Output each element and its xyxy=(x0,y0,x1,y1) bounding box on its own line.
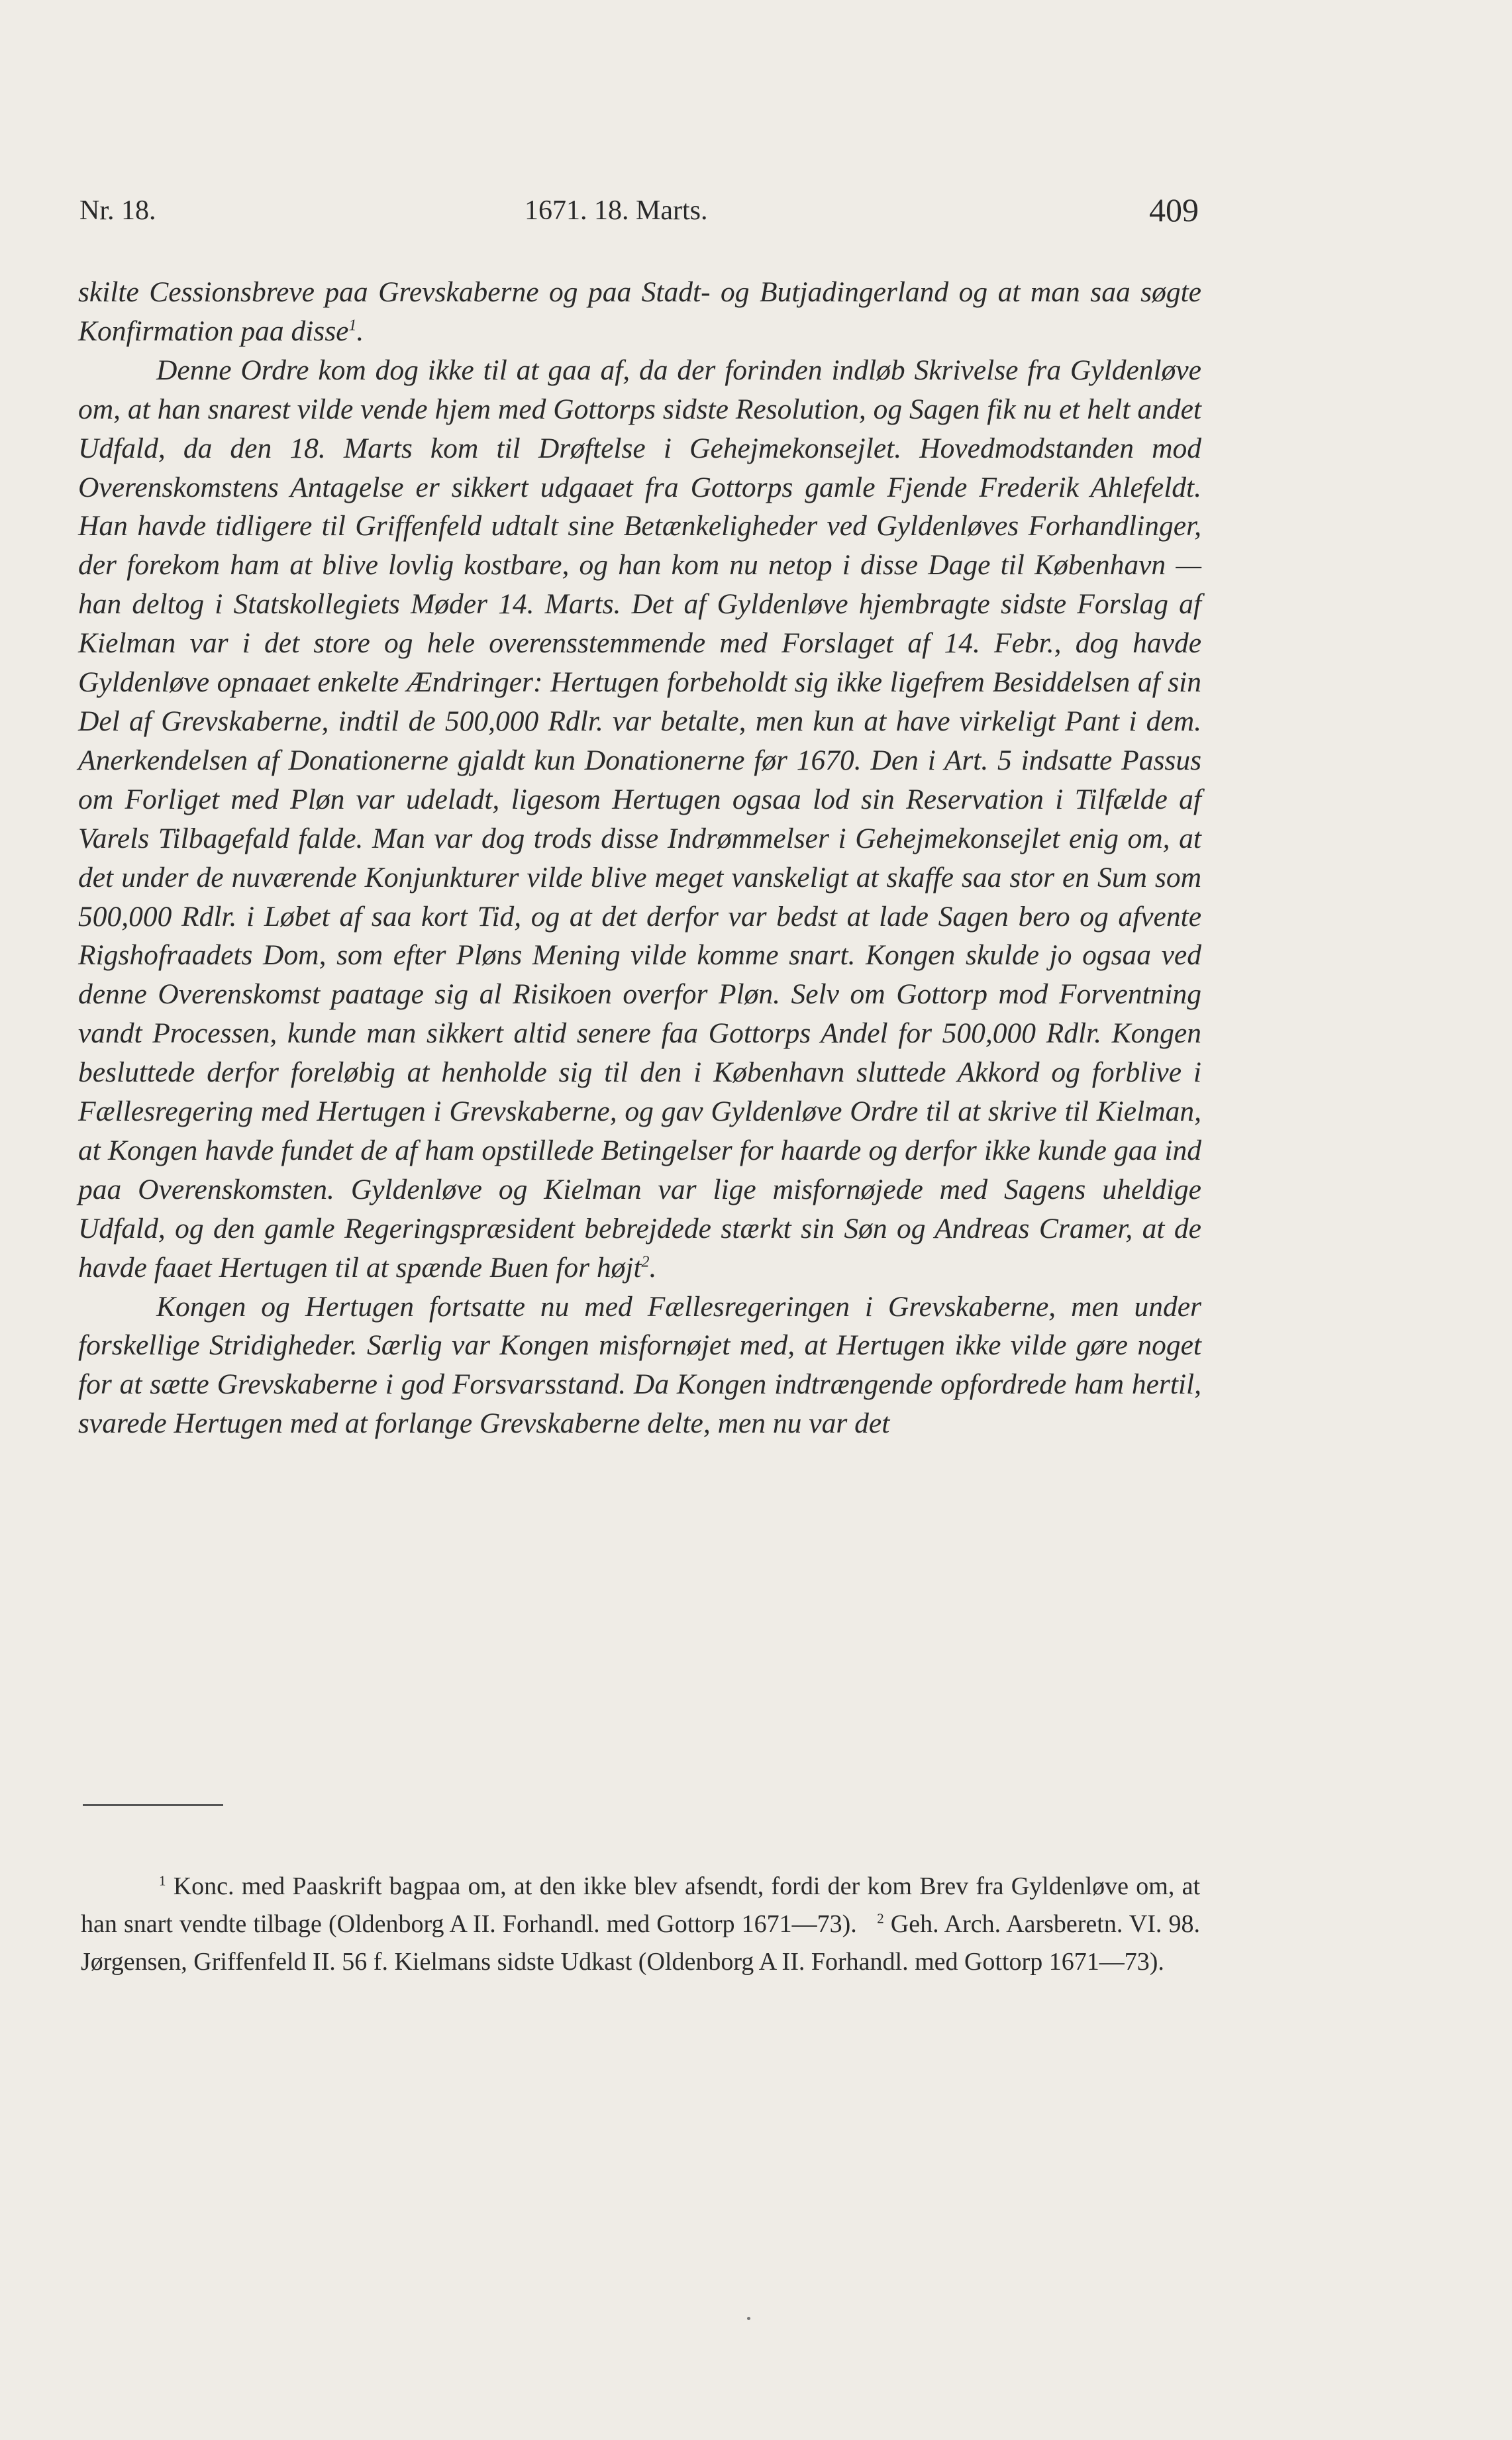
paragraph-2-text: Denne Ordre kom dog ikke til at gaa af, da der forinden indløb Skrivelse fra Gyldenløve om, at han snarest vilde vende hjem med Gottorps sidste Resolution, og Sagen fik nu et helt andet Udfald, da den 18. Marts kom til Drøftelse i Gehejmekonsejlet. Hovedmodstanden mod Overenskomstens Antagelse er sikkert udgaaet fra Gottorps gamle Fjende Frederik Ahlefeldt. Han havde tidligere til Griffenfeld udtalt sine Betænkeligheder ved Gyldenløves Forhandlinger, der forekom ham at blive lovlig kostbare, og han kom nu netop i disse Dage til København — han deltog i Statskollegiets Møder 14. Marts. Det af Gyldenløve hjembragte sidste Forslag af Kielman var i det store og hele overensstemmende med Forslaget af 14. Febr., dog havde Gyldenløve opnaaet enkelte Ændringer: Hertugen forbeholdt sig ikke ligefrem Besiddelsen af sin Del af Grevskaberne, indtil de 500,000 Rdlr. var betalte, men kun at have virkeligt Pant i dem. Anerkendelsen af Donationerne gjaldt kun Donationerne før 1670. Den i Art. 5 indsatte Passus om Forliget med Pløn var udeladt, ligesom Hertugen ogsaa lod sin Reservation i Tilfælde af Varels Tilbagefald falde. Man var dog trods disse Indrømmelser i Gehejmekonsejlet enig om, at det under de nuværende Konjunkturer vilde blive meget vanskeligt at skaffe saa stor en Sum som 500,000 Rdlr. i Løbet af saa kort Tid, og at det derfor var bedst at lade Sagen bero og afvente Rigshofraadets Dom, som efter Pløns Mening vilde komme snart. Kongen skulde jo ogsaa ved denne Overenskomst paatage sig al Risikoen overfor Pløn. Selv om Gottorp mod Forventning vandt Processen, kunde man sikkert altid senere faa Gottorps Andel for 500,000 Rdlr. Kongen besluttede derfor foreløbig at henholde sig til den i København sluttede Akkord og forblive i Fællesregering med Hertugen i Grevskaberne, og gav Gyldenløve Ordre til at skrive til Kielman, at Kongen havde fundet de af ham opstillede Betingelser for haarde og derfor ikke kunde gaa ind paa Overenskomsten. Gyldenløve og Kielman var lige misfornøjede med Sagens uheldige Udfald, og den gamle Regeringspræsident bebrejdede stærkt sin Søn og Andreas Cramer, at de havde faaet Hertugen til at spænde Buen for højt xyxy=(78,354,1201,1284)
page-number: 409 xyxy=(1149,191,1199,229)
paragraph-1-end: . xyxy=(356,315,364,347)
document-number: Nr. 18. xyxy=(79,195,156,226)
footnote-2-marker: 2 xyxy=(877,1910,884,1927)
header-date: 1671. 18. Marts. xyxy=(525,195,708,226)
footnote-block xyxy=(81,1868,1200,1981)
running-header xyxy=(79,191,1199,230)
paragraph-3: Kongen og Hertugen fortsatte nu med Fællesregeringen i Grevskaberne, men under forskellige Stridigheder. Særlig var Kongen misfornøjet med, at Hertugen ikke vilde gøre noget for at sætte Grevskaberne i god Forsvarsstand. Da Kongen indtrængende opfordrede ham hertil, svarede Hertugen med at forlange Grevskaberne delte, men nu var det xyxy=(78,1290,1201,1440)
paragraph-1-text: skilte Cessionsbreve paa Grevskaberne og paa Stadt- og Butjadingerland og at man saa søgte Konfirmation paa disse xyxy=(78,276,1201,347)
footnote-ref-2: 2 xyxy=(641,1253,650,1271)
paper-speck xyxy=(747,2317,750,2320)
footnote-1-text: Konc. med Paaskrift bagpaa om, at den ikke blev afsendt, fordi der kom Brev fra Gyldenløve om, at han snart vendte tilbage (Oldenborg A II. Forhandl. med Gottorp 1671—73). xyxy=(81,1872,1201,1938)
paragraph-2-end: . xyxy=(649,1251,657,1284)
footnote-divider xyxy=(83,1804,223,1806)
footnote-2-text: Geh. Arch. Aarsberetn. VI. 98. Jørgensen, Griffenfeld II. 56 f. Kielmans sidste Udkast (Oldenborg A II. Forhandl. med Gottorp 1671—73). xyxy=(81,1910,1201,1976)
main-text xyxy=(78,273,1201,1443)
footnote-ref-1: 1 xyxy=(348,317,357,334)
paragraph-1 xyxy=(78,273,1201,351)
footnote-1-marker: 1 xyxy=(159,1872,166,1889)
paragraph-2 xyxy=(78,351,1201,1288)
footnotes xyxy=(81,1868,1200,1981)
